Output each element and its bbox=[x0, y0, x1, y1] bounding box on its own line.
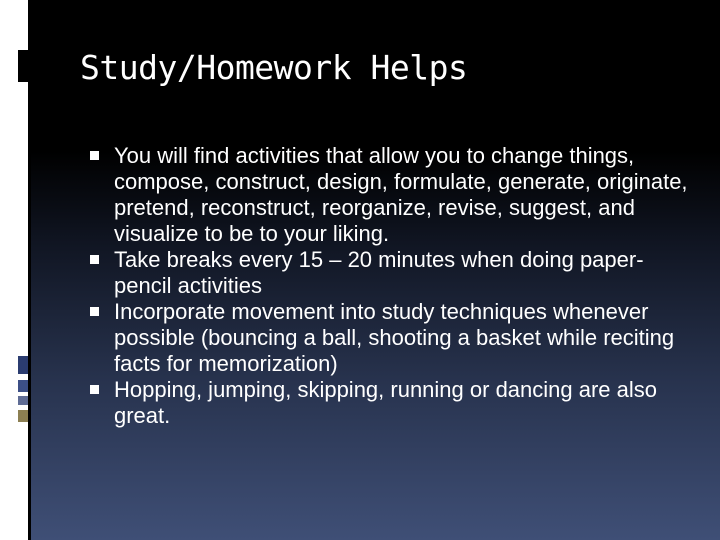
accent-block-2 bbox=[18, 380, 28, 392]
square-bullet-icon bbox=[90, 151, 99, 160]
bullet-item-3 bbox=[90, 299, 695, 377]
bullet-item-4 bbox=[90, 377, 695, 429]
vertical-divider bbox=[28, 0, 31, 540]
accent-block-4 bbox=[18, 410, 28, 422]
bullet-list bbox=[90, 143, 695, 429]
bullet-text: You will find activities that allow you to change things, compose, construct, design, formulate, generate, originate, pretend, reconstruct, reorganize, revise, suggest, and visualize to be to your liking. bbox=[114, 143, 688, 246]
slide-title: Study/Homework Helps bbox=[80, 48, 468, 87]
accent-block-3 bbox=[18, 396, 28, 405]
accent-block-1 bbox=[18, 356, 28, 374]
square-bullet-icon bbox=[90, 385, 99, 394]
bullet-text: Incorporate movement into study techniques whenever possible (bouncing a ball, shooting a basket while reciting facts for memorization) bbox=[114, 299, 675, 376]
title-marker-block bbox=[18, 50, 28, 82]
bullet-item-1 bbox=[90, 143, 695, 247]
bullet-item-2 bbox=[90, 247, 695, 299]
square-bullet-icon bbox=[90, 307, 99, 316]
square-bullet-icon bbox=[90, 255, 99, 264]
bullet-text: Take breaks every 15 – 20 minutes when doing paper-pencil activities bbox=[114, 247, 644, 298]
bullet-text: Hopping, jumping, skipping, running or dancing are also great. bbox=[114, 377, 658, 428]
